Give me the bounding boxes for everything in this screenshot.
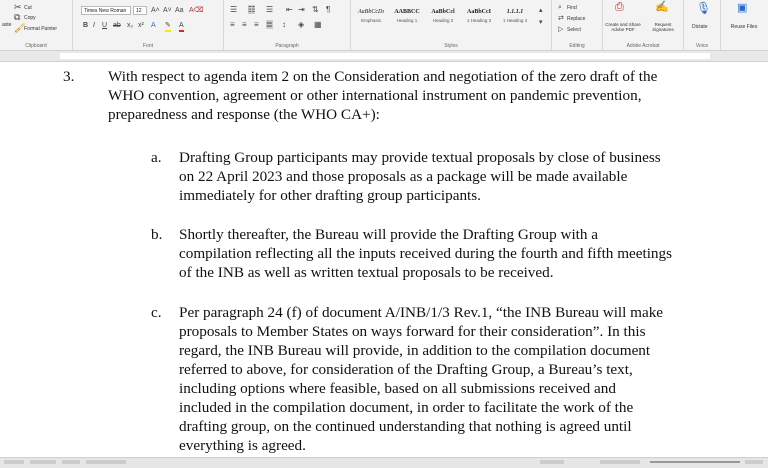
reuse-files-icon[interactable]: ▣ [737,2,748,14]
line-spacing-icon[interactable]: ↕ [282,20,286,29]
change-case-icon[interactable]: Aa [175,7,184,14]
text-line: referred to above, for consideration of the Drafting Group, a Bureau’s text, [179,361,633,378]
text-line: on 22 April 2023 and those proposals as a package will be made available [179,168,628,185]
highlight-icon[interactable]: ✎ [165,21,171,32]
underline-icon[interactable]: U [102,22,108,29]
bullets-icon[interactable]: ☰ [230,5,238,14]
style-heading-2[interactable] [425,6,461,23]
item-3-number: 3. [63,68,75,85]
text-line: including options where feasible, based on all submissions received and [179,380,616,397]
clipboard-label: Clipboard [25,43,47,49]
clear-format-icon[interactable]: A⌫ [189,7,204,14]
superscript-icon[interactable]: x² [138,22,144,29]
text-line: regard, the INB Bureau will provide, in addition to the compilation document [179,342,651,359]
style-name: Heading 1 [396,18,418,23]
strikethrough-icon[interactable]: ab [113,22,121,29]
text-line: preparedness and response (the WHO CA+): [108,106,380,123]
borders-icon[interactable]: ▦ [314,20,322,29]
align-right-icon[interactable]: ≡ [254,20,259,29]
clipboard-group [0,0,73,50]
reuse-group [721,0,768,50]
editing-group [552,0,603,50]
create-pdf-button[interactable]: Create and Share Adobe PDF [605,22,641,32]
create-pdf-icon[interactable]: ⎙ [615,1,624,13]
ribbon [0,0,768,51]
select-icon[interactable]: ▷ [558,26,564,33]
text-line: of the INB as well as written textual proposals to be received. [179,264,554,281]
paste-button[interactable]: aste [2,22,12,28]
status-accessibility[interactable] [86,460,126,464]
cut-button[interactable]: Cut [24,5,32,11]
style-preview: AaBbCcI [466,9,491,15]
font-group [73,0,224,50]
paragraph-label: Paragraph [275,43,299,49]
style-name: Emphasis [361,18,381,23]
editing-label: Editing [569,43,585,49]
text-line: Per paragraph 24 (f) of document A/INB/1/3 Rev.1, “the INB Bureau will make [179,304,664,321]
request-signatures-icon[interactable]: ✍ [655,1,669,13]
format-painter-icon[interactable]: 🖌 [14,23,26,33]
font-label: Font [142,43,153,49]
status-page-count[interactable] [4,460,24,464]
font-name-select[interactable]: Times New Roman [81,6,131,15]
status-bar [0,457,768,468]
item-3-text [108,67,728,124]
text-line: included in the compilation document, in order to facilitate the work of the [179,399,634,416]
subscript-icon[interactable]: x₂ [127,22,134,29]
font-color-icon[interactable]: A [179,21,184,32]
text-line: proposals to Member States on ways forward for their consideration”. In this [179,323,646,340]
find-icon[interactable]: ⌕ [558,4,562,11]
font-size-select[interactable]: 12 [133,6,147,15]
sort-icon[interactable]: ⇅ [312,5,319,14]
styles-more-icon[interactable]: ▾ [539,19,543,26]
align-left-icon[interactable]: ≡ [230,20,235,29]
styles-group [351,0,552,50]
subitem-c-text [179,303,729,455]
subitem-a-text [179,148,729,205]
style-emphasis[interactable] [353,6,389,23]
document-page[interactable] [0,62,768,457]
text-line: compilation reflecting all the inputs received during the fourth and fifth meetings [179,245,673,262]
zoom-slider[interactable] [650,461,740,463]
style-preview: 1.1.1.1 [506,9,524,15]
text-line-partial: everything is agreed. [179,437,306,454]
status-language[interactable] [62,460,80,464]
multilevel-list-icon[interactable]: ☰ [266,5,274,14]
style-name: 1 Heading 3 [466,18,492,23]
text-line: drafting group, on the continued understanding that nothing is agreed until [179,418,632,435]
adobe-label: Adobe Acrobat [626,43,660,49]
paragraph-group [224,0,351,50]
replace-icon[interactable]: ⇄ [558,15,564,22]
subitem-a-label: a. [151,149,162,166]
dictate-button[interactable]: Dictate [692,24,708,30]
text-line: With respect to agenda item 2 on the Consideration and negotiation of the zero draft of the [108,68,658,85]
ruler-text-area [60,53,710,59]
shading-icon[interactable]: ◈ [298,20,305,29]
find-button[interactable]: Find [567,5,577,11]
status-word-count[interactable] [30,460,56,464]
grow-font-icon[interactable]: A˄ [151,7,160,14]
shrink-font-icon[interactable]: A˅ [163,7,172,14]
voice-label: Voice [695,43,709,49]
subitem-b-label: b. [151,226,163,243]
copy-button[interactable]: Copy [24,15,36,21]
decrease-indent-icon[interactable]: ⇤ [286,5,293,14]
show-marks-icon[interactable]: ¶ [326,5,331,14]
text-line: Drafting Group participants may provide textual proposals by close of business [179,149,661,166]
justify-icon[interactable]: ≣ [266,20,273,29]
format-painter-button[interactable]: Format Painter [24,26,58,32]
style-name: 1 Heading 4 [502,18,528,23]
style-preview: AABBCC [394,9,420,15]
styles-label: Styles [444,43,458,49]
subitem-b-text [179,225,729,282]
status-focus[interactable] [540,460,564,464]
adobe-group [603,0,684,50]
style-heading-4[interactable] [497,6,533,23]
italic-icon[interactable]: I [93,22,95,29]
status-view-buttons[interactable] [600,460,640,464]
request-signatures-button[interactable]: Request Signatures [652,22,674,32]
styles-scroll-icon[interactable]: ▴ [539,7,543,14]
voice-group [684,0,721,50]
style-name: Heading 2 [432,18,454,23]
text-line: WHO convention, agreement or other international instrument on pandemic prevention, [108,87,642,104]
align-center-icon[interactable]: ≡ [242,20,247,29]
style-heading-1[interactable] [389,6,425,23]
microphone-icon[interactable]: 🎙 [696,1,712,15]
zoom-level[interactable] [745,460,763,464]
style-preview: AaBbCcDı [358,9,384,15]
copy-icon[interactable]: ⧉ [14,12,21,22]
bold-icon[interactable]: B [83,22,89,29]
style-heading-3[interactable] [461,6,497,23]
text-line: Shortly thereafter, the Bureau will provide the Drafting Group with a [179,226,599,243]
text-effects-icon[interactable]: A [151,22,156,29]
replace-button[interactable]: Replace [567,16,586,22]
subitem-c-label: c. [151,304,162,321]
style-preview: AaBbCcl [431,9,455,15]
increase-indent-icon[interactable]: ⇥ [298,5,305,14]
reuse-files-button[interactable]: Reuse Files [730,24,758,30]
select-button[interactable]: Select [567,27,581,33]
text-line: immediately for other drafting group participants. [179,187,481,204]
horizontal-ruler[interactable] [0,51,768,62]
cut-icon[interactable]: ✂ [14,2,22,12]
numbering-icon[interactable]: ☷ [248,5,256,14]
